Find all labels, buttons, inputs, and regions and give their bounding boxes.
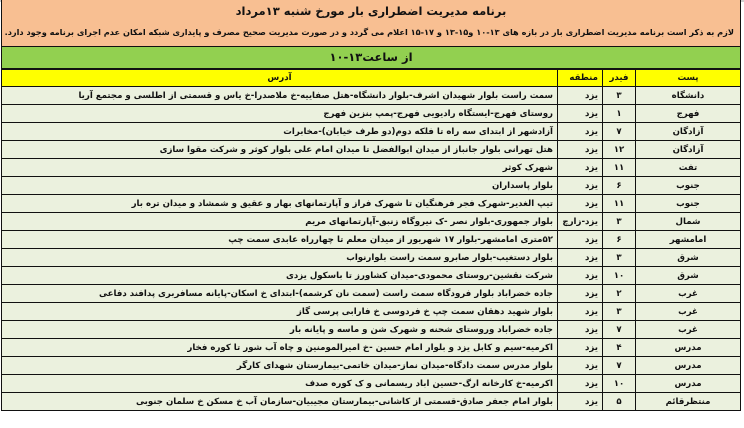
cell-post: امامشهر [636,231,741,249]
cell-post: شرق [636,249,741,267]
cell-post: آزادگان [636,141,741,159]
cell-post: مدرس [636,339,741,357]
table-row [2,141,741,159]
cell-post: جنوب [636,195,741,213]
table-row [2,393,741,411]
col-header-post: پست [636,70,741,87]
cell-address: بلوار پاسداران [2,177,558,195]
table-row [2,87,741,105]
table-header-row [2,70,741,87]
cell-post: آزادگان [636,123,741,141]
table-row [2,177,741,195]
cell-post: منتظرقائم [636,393,741,411]
cell-feeder: ۳ [603,249,636,267]
cell-post: مدرس [636,357,741,375]
cell-feeder: ۶ [603,177,636,195]
table-row [2,105,741,123]
cell-post: غرب [636,321,741,339]
cell-region: یزد [558,285,603,303]
cell-region: یزد [558,393,603,411]
cell-feeder: ۱۰ [603,375,636,393]
cell-feeder: ۴ [603,339,636,357]
cell-address: جاده خضراباد بلوار فرودگاه سمت راست (سمت نان کرشمه)-ابتدای خ اسکان-پایانه مسافربری پدافند دفاعی [2,285,558,303]
cell-region: یزد [558,321,603,339]
col-header-region: منطقه [558,70,603,87]
cell-feeder: ۷ [603,357,636,375]
cell-address: روستای فهرج-ایستگاه رادیویی فهرج-پمپ بنزین فهرج [2,105,558,123]
cell-post: جنوب [636,177,741,195]
table-row [2,159,741,177]
page-title: برنامه مدیریت اضطراری بار مورخ شنبه ۱۳مرداد [235,4,507,18]
cell-region: یزد [558,231,603,249]
cell-region: یزد [558,339,603,357]
cell-region: یزد [558,357,603,375]
cell-post: غرب [636,285,741,303]
cell-post: مدرس [636,375,741,393]
cell-address: تیپ الغدیر-شهرک فجر فرهنگیان تا شهرک فراز و آپارتمانهای بهار و عقیق و شمشاد و میدان تره بار [2,195,558,213]
notice-box [1,0,741,47]
col-header-address: آدرس [2,70,558,87]
cell-post: دانشگاه [636,87,741,105]
cell-address: بلوار مدرس سمت دادگاه-میدان نماز-میدان خاتمی-بیمارستان شهدای کارگر [2,357,558,375]
cell-feeder: ۲ [603,285,636,303]
cell-address: بلوار جمهوری-بلوار نصر -ک نیروگاه زنبق-آپارتمانهای مریم [2,213,558,231]
cell-address: بلوار امام جعفر صادق-قسمتی از کاشانی-بیمارستان مجیبیان-سازمان آب خ مسکن خ سلمان جنوبی [2,393,558,411]
cell-feeder: ۳ [603,303,636,321]
cell-region: یزد [558,303,603,321]
table-row [2,249,741,267]
cell-address: بلوار دستغیب-بلوار صابرو سمت راست بلوارنواب [2,249,558,267]
cell-address: اکرمیه-خ کارخانه ارگ-حسین اباد ریسمانی و ک کوره صدف [2,375,558,393]
cell-post: شمال [636,213,741,231]
table-row [2,321,741,339]
cell-address: آزادشهر از ابتدای سه راه تا فلکه دوم(دو طرف خیابان)-مخابرات [2,123,558,141]
table-row [2,213,741,231]
table-row [2,123,741,141]
cell-post: فهرج [636,105,741,123]
cell-region: یزد [558,159,603,177]
cell-feeder: ۵ [603,393,636,411]
table-row [2,303,741,321]
cell-post: شرق [636,267,741,285]
cell-address: سمت راست بلوار شهیدان اشرف-بلوار دانشگاه-هتل صفاییه-خ ملاصدرا-خ یاس و قسمتی از اطلسی و مجتمع آریا [2,87,558,105]
cell-feeder: ۷ [603,321,636,339]
cell-address: اکرمیه-سیم و کابل یزد و بلوار امام حسین -خ امیرالمومنین و چاه آب شور تا کوره فخار [2,339,558,357]
outage-table [1,69,741,411]
cell-feeder: ۱۱ [603,159,636,177]
time-slot-banner: از ساعت۱۳-۱۰ [1,47,741,69]
outage-schedule-sheet [1,0,741,411]
cell-feeder: ۱۲ [603,141,636,159]
cell-feeder: ۱۰ [603,267,636,285]
cell-feeder: ۱۱ [603,195,636,213]
cell-feeder: ۳ [603,87,636,105]
cell-post: غرب [636,303,741,321]
notice-text: لازم به ذکر است برنامه مدیریت اضطراری بار در بازه های ۱۳-۱۰ و۱۵-۱۳ و ۱۷-۱۵ اعلام می گردد و در صورت مدیریت صحیح مصرف و پایداری شبکه امکان عدم اجرای برنامه وجود دارد. [4,27,734,37]
col-header-feeder: فیدر [603,70,636,87]
cell-region: یزد [558,87,603,105]
cell-address: شهرک کوثر [2,159,558,177]
cell-region: یزد [558,375,603,393]
table-row [2,285,741,303]
cell-region: یزد [558,123,603,141]
cell-feeder: ۶ [603,231,636,249]
cell-region: یزد [558,195,603,213]
cell-region: یزد [558,105,603,123]
cell-address: شرکت نقشین-روستای محمودی-میدان کشاورز تا باسکول یزدی [2,267,558,285]
cell-feeder: ۱ [603,105,636,123]
cell-region: یزد [558,177,603,195]
cell-region: یزد [558,267,603,285]
cell-address: ۵۲متری امامشهر-بلوار ۱۷ شهریور از میدان معلم تا چهارراه عابدی سمت چپ [2,231,558,249]
cell-region: یزد [558,141,603,159]
table-row [2,267,741,285]
cell-feeder: ۷ [603,123,636,141]
cell-post: تفت [636,159,741,177]
cell-address: هتل تهرانی بلوار جانباز از میدان ابوالفضل تا میدان امام علی بلوار کوثر و شرکت مقوا سازی [2,141,558,159]
cell-feeder: ۳ [603,213,636,231]
cell-address: بلوار شهید دهقان سمت چپ خ فردوسی خ فارابی پرسی گاز [2,303,558,321]
cell-region: یزد [558,249,603,267]
table-row [2,195,741,213]
table-row [2,231,741,249]
table-body [2,87,741,411]
table-row [2,339,741,357]
cell-address: جاده خضراباد وروستای شحنه و شهرک شن و ماسه و پایانه بار [2,321,558,339]
cell-region: یزد-زارچ [558,213,603,231]
table-row [2,357,741,375]
table-row [2,375,741,393]
